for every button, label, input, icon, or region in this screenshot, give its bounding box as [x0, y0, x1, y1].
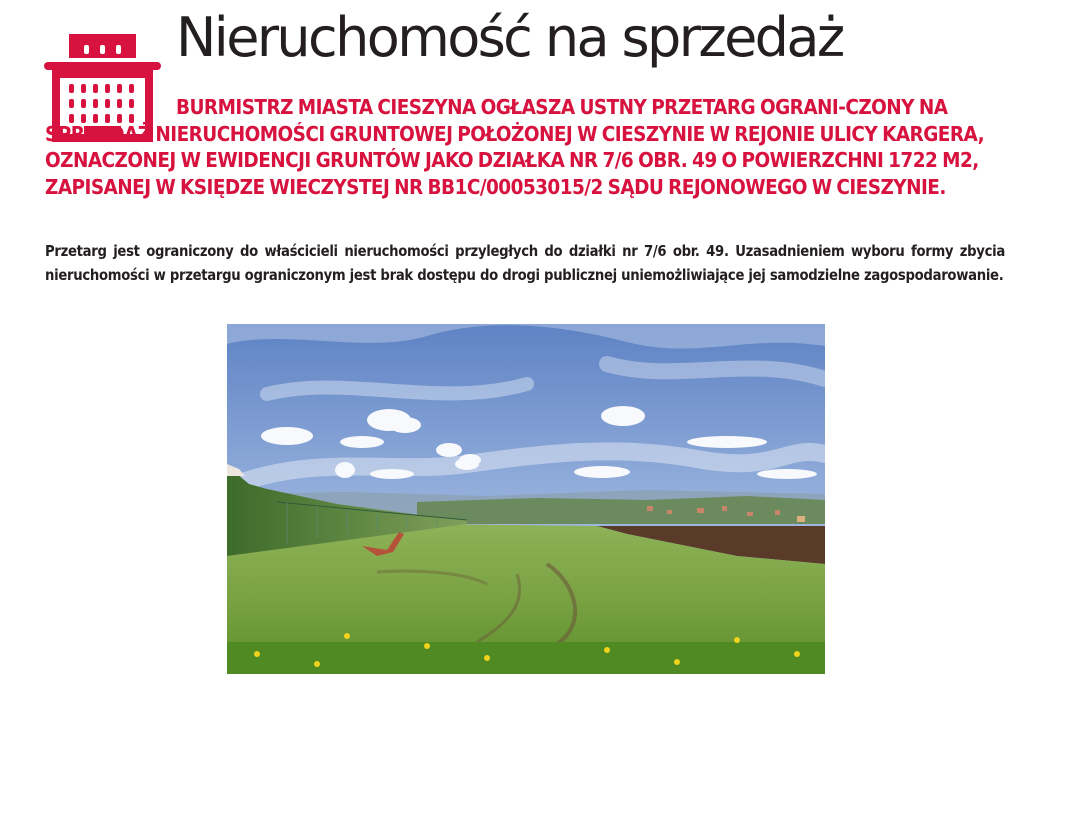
page-title: Nieruchomość na sprzedaż	[176, 6, 843, 69]
announcement-headline	[45, 94, 1005, 200]
plot-photo	[227, 324, 825, 674]
announcement-body: Przetarg jest ograniczony do właścicieli nieruchomości przyległych do działki nr 7/6 obr. 49. Uzasadnieniem wyboru formy zbycia nieruchomości w przetargu ograniczonym jest brak dostępu do drogi publicznej uniemożliwiające jej samodzielne zagospodarowanie.	[45, 243, 1005, 284]
headline-text: BURMISTRZ MIASTA CIESZYNA OGŁASZA USTNY PRZETARG OGRANI-CZONY NA SPRZEDAŻ NIERUCHOMOŚCI GRUNTOWEJ POŁOŻONEJ W CIESZYNIE W REJONIE ULICY KARGERA, OZNACZONEJ W EWIDENCJI GRUNTÓW JAKO DZIAŁKA NR 7/6 OBR. 49 O POWIERZCHNI 1722 M2, ZAPISANEJ W KSIĘDZE WIECZYSTEJ NR BB1C/00053015/2 SĄDU REJONOWEGO W CIESZYNIE.	[45, 95, 985, 199]
